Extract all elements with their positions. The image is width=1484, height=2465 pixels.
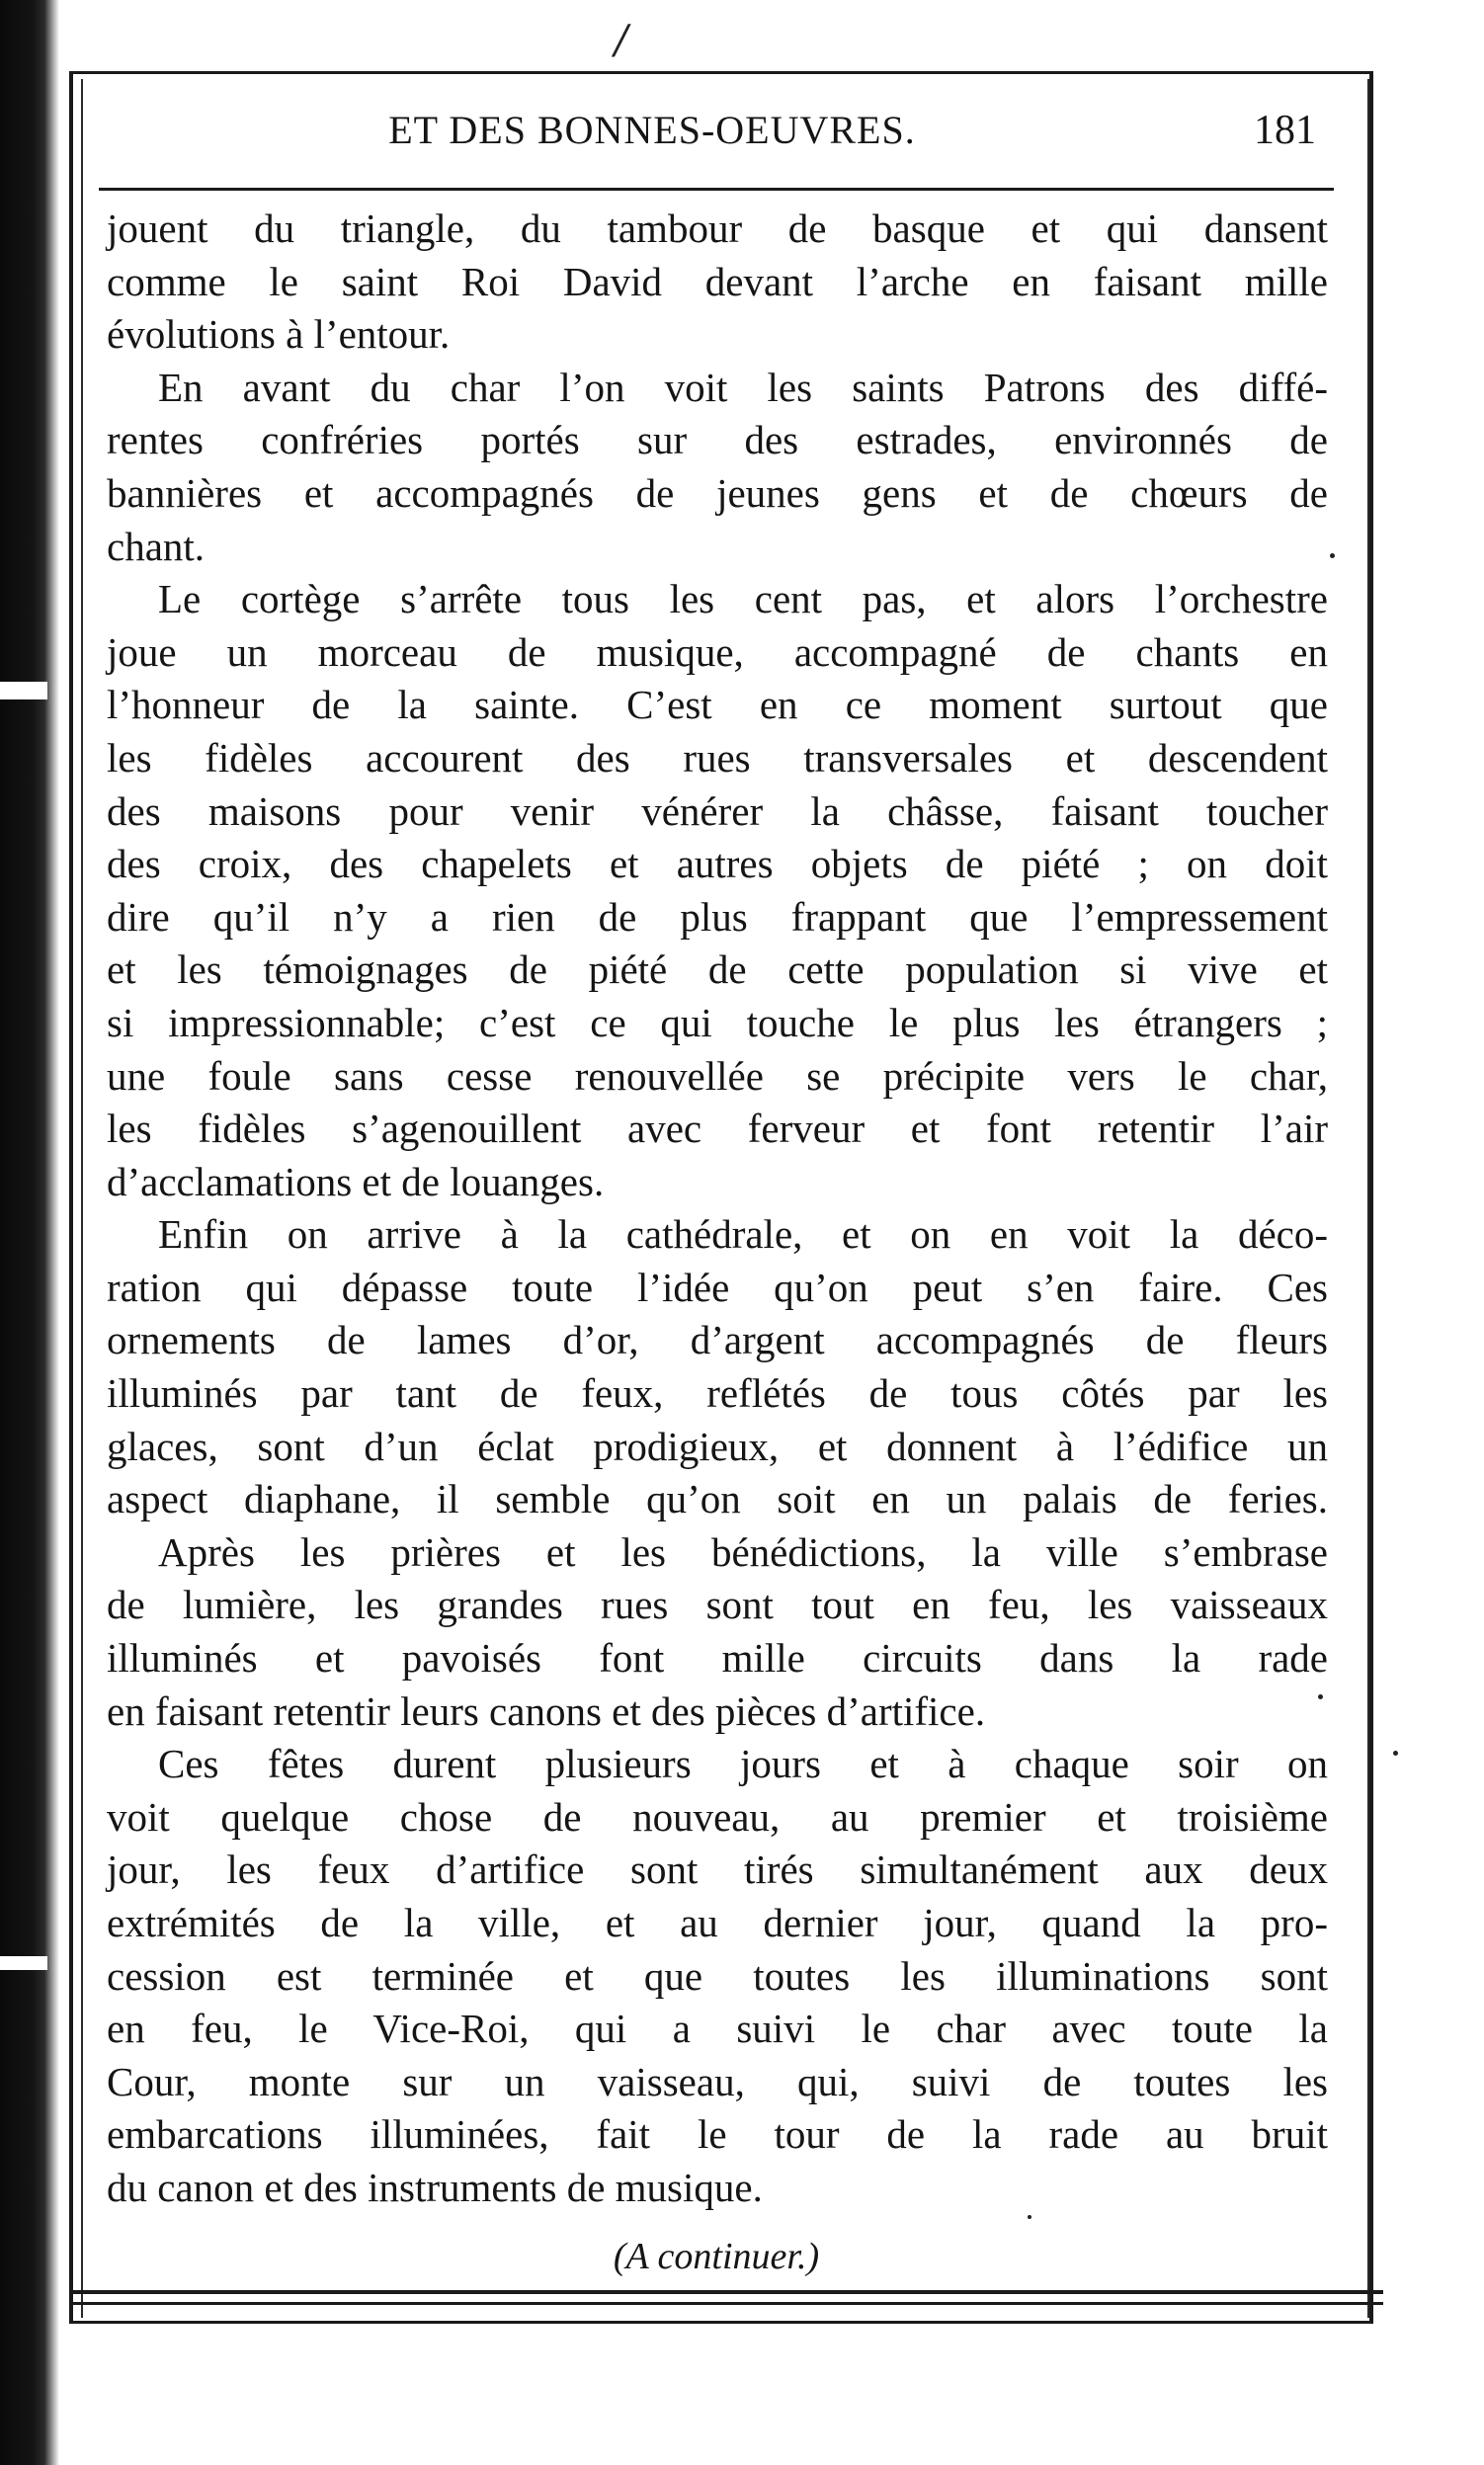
text-line: En avant du char l’on voit les saints Patrons des diffé- (158, 364, 1328, 410)
text-line: des croix, des chapelets et autres objets de piété ; on doit (107, 841, 1328, 887)
text-line: en faisant retentir leurs canons et des pièces d’artifice. (107, 1687, 986, 1734)
text-line: Après les prières et les bénédictions, la ville s’embrase (158, 1528, 1328, 1575)
text-line: rentes confréries portés sur des estrades, environnés de (107, 417, 1328, 463)
continued-note: (A continuer.) (613, 2236, 820, 2277)
text-line: dire qu’il n’y a rien de plus frappant que l’empressement (107, 893, 1328, 940)
text-line: si impressionnable; c’est ce qui touche le plus les étrangers ; (107, 999, 1328, 1045)
running-title: ET DES BONNES-OEUVRES. (388, 108, 916, 152)
text-line: glaces, sont d’un éclat prodigieux, et donnent à l’édifice un (107, 1423, 1328, 1469)
text-line: extrémités de la ville, et au dernier jour, quand la pro- (107, 1900, 1328, 1945)
text-line: illuminés par tant de feux, reflétés de tous côtés par les (107, 1370, 1328, 1417)
ink-speck (1318, 1694, 1323, 1699)
text-line: voit quelque chose de nouveau, au premier et troisième (107, 1793, 1328, 1840)
text-line: joue un morceau de musique, accompagné de chants en (107, 628, 1328, 675)
text-line: ration qui dépasse toute l’idée qu’on peut s’en faire. Ces (107, 1264, 1328, 1310)
text-line: jour, les feux d’artifice sont tirés simultanément aux deux (107, 1847, 1328, 1893)
text-line: aspect diaphane, il semble qu’on soit en un palais de feries. (107, 1476, 1328, 1522)
text-line: bannières et accompagnés de jeunes gens et de chœurs de (107, 469, 1328, 516)
top-pen-mark: / (615, 18, 628, 63)
bottom-rule (69, 2302, 1383, 2305)
binding-notch (0, 1956, 47, 1970)
text-line: évolutions à l’entour. (107, 311, 451, 358)
text-line: illuminés et pavoisés font mille circuits dans la rade (107, 1635, 1328, 1682)
text-line: ornements de lames d’or, d’argent accompagnés de fleurs (107, 1317, 1328, 1363)
article-body (107, 203, 1328, 2215)
text-line: et les témoignages de piété de cette population si vive et (107, 946, 1328, 993)
text-line: Cour, monte sur un vaisseau, qui, suivi de toutes les (107, 2058, 1328, 2104)
scan-binding-edge (0, 0, 59, 2465)
ink-speck (1393, 1751, 1398, 1756)
text-line: des maisons pour venir vénérer la châsse, faisant toucher (107, 787, 1328, 834)
text-line: Enfin on arrive à la cathédrale, et on en voit la déco- (158, 1211, 1328, 1258)
text-line: une foule sans cesse renouvellée se précipite vers le char, (107, 1052, 1328, 1099)
text-line: embarcations illuminées, fait le tour de la rade au bruit (107, 2111, 1328, 2158)
text-line: en feu, le Vice-Roi, qui a suivi le char avec toute la (107, 2006, 1328, 2052)
text-line: jouent du triangle, du tambour de basque et qui dansent (107, 205, 1328, 251)
text-line: d’acclamations et de louanges. (107, 1158, 605, 1204)
header-rule (99, 188, 1334, 191)
text-line: l’honneur de la sainte. C’est en ce moment surtout que (107, 682, 1328, 728)
ink-speck (1028, 2215, 1031, 2219)
binding-notch (0, 682, 47, 699)
running-header (99, 107, 1334, 176)
ink-speck (1330, 553, 1335, 558)
text-line: cession est terminée et que toutes les illuminations sont (107, 1952, 1328, 1999)
text-line: du canon et des instruments de musique. (107, 2164, 763, 2210)
text-line: Le cortège s’arrête tous les cent pas, et alors l’orchestre (158, 576, 1328, 622)
text-line: les fidèles accourent des rues transversales et descendent (107, 734, 1328, 781)
text-line: chant. (107, 523, 206, 569)
text-line: de lumière, les grandes rues sont tout en feu, les vaisseaux (107, 1582, 1328, 1628)
text-line: Ces fêtes durent plusieurs jours et à chaque soir on (158, 1741, 1328, 1787)
page-number: 181 (1254, 108, 1316, 153)
text-line: les fidèles s’agenouillent avec ferveur et font retentir l’air (107, 1106, 1328, 1152)
text-line: comme le saint Roi David devant l’arche en faisant mille (107, 258, 1328, 304)
bottom-rule (69, 2290, 1383, 2294)
